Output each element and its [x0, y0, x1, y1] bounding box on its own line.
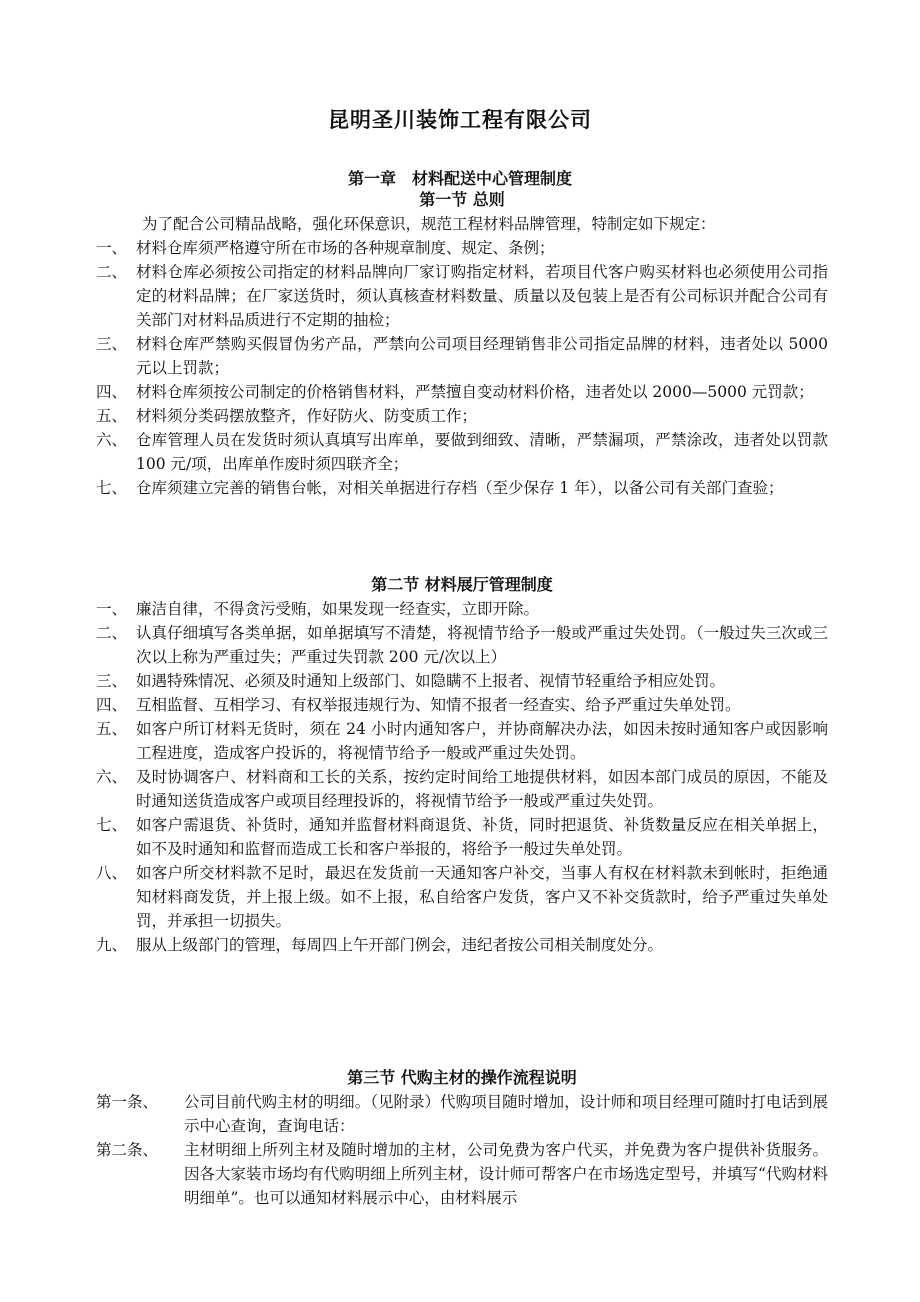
item-number: 四、 — [96, 383, 128, 401]
item-text: 材料仓库必须按公司指定的材料品牌向厂家订购指定材料，若项目代客户购买材料也必须使用公司指定的材料品牌；在厂家送货时，须认真核查材料数量、质量以及包装上是否有公司标识并配合公司有关部门对材料品质进行不定期的抽检； — [136, 263, 828, 329]
item-number: 五、 — [96, 407, 128, 425]
item-number: 六、 — [96, 768, 128, 786]
article-number: 第二条、 — [96, 1141, 159, 1159]
article-text: 公司目前代购主材的明细。（见附录）代购项目随时增加，设计师和项目经理可随时打电话到展示中心查询，查询电话： — [184, 1093, 828, 1135]
item-text: 服从上级部门的管理，每周四上午开部门例会，违纪者按公司相关制度处分。 — [136, 936, 664, 954]
item-number: 二、 — [96, 263, 128, 281]
article-item — [96, 1090, 828, 1138]
list-item — [96, 476, 828, 500]
item-number: 七、 — [96, 816, 128, 834]
item-number: 五、 — [96, 720, 128, 738]
item-text: 材料须分类码摆放整齐，作好防火、防变质工作； — [136, 407, 478, 425]
list-item — [96, 428, 828, 476]
list-item — [96, 813, 828, 861]
list-item — [96, 933, 828, 957]
item-number: 七、 — [96, 479, 128, 497]
item-text: 及时协调客户、材料商和工长的关系，按约定时间给工地提供材料，如因本部门成员的原因，不能及时通知送货造成客户或项目经理投诉的，将视情节给予一般或严重过失处罚。 — [136, 768, 828, 810]
item-text: 仓库管理人员在发货时须认真填写出库单，要做到细致、清晰，严禁漏项，严禁涂改，违者处以罚款 100 元/项，出库单作废时须四联齐全； — [136, 431, 828, 473]
item-text: 如客户所交材料款不足时，最迟在发货前一天通知客户补交，当事人有权在材料款未到帐时，拒绝通知材料商发货，并上报上级。如不上报，私自给客户发货，客户又不补交货款时，给予严重过失单处罚，并承担一切损失。 — [136, 864, 828, 930]
item-number: 六、 — [96, 431, 128, 449]
list-item — [96, 380, 828, 404]
article-number: 第一条、 — [96, 1093, 159, 1111]
list-item — [96, 765, 828, 813]
section-showroom — [96, 573, 828, 957]
item-text: 如客户所订材料无货时，须在 24 小时内通知客户，并协商解决办法，如因未按时通知客户或因影响工程进度，造成客户投诉的，将视情节给予一般或严重过失处罚。 — [136, 720, 828, 762]
item-text: 材料仓库严禁购买假冒伪劣产品，严禁向公司项目经理销售非公司指定品牌的材料，违者处以 5000 元以上罚款； — [136, 335, 828, 377]
company-title: 昆明圣川装饰工程有限公司 — [328, 108, 592, 132]
item-number: 三、 — [96, 672, 128, 690]
section-general — [96, 188, 828, 500]
item-number: 一、 — [96, 239, 128, 257]
item-text: 互相监督、互相学习、有权举报违规行为、知情不报者一经查实、给予严重过失单处罚。 — [136, 696, 741, 714]
item-number: 三、 — [96, 335, 128, 353]
item-text: 材料仓库须按公司制定的价格销售材料，严禁擅自变动材料价格，违者处以 2000—5000 元罚款； — [136, 383, 814, 401]
list-item — [96, 332, 828, 380]
item-text: 认真仔细填写各类单据，如单据填写不清楚，将视情节给予一般或严重过失处罚。（一般过失三次或三次以上称为严重过失；严重过失罚款 200 元/次以上） — [136, 624, 828, 666]
list-item — [96, 693, 828, 717]
item-number: 二、 — [96, 624, 128, 642]
item-number: 八、 — [96, 864, 128, 882]
list-item — [96, 621, 828, 669]
chapter-title: 第一章 材料配送中心管理制度 — [347, 169, 572, 188]
list-item — [96, 717, 828, 765]
item-number: 四、 — [96, 696, 128, 714]
article-text: 主材明细上所列主材及随时增加的主材，公司免费为客户代买，并免费为客户提供补货服务。因各大家装市场均有代购明细上所列主材，设计师可帮客户在市场选定型号，并填写“代购材料明细单”。也可以通知材料展示中心，由材料展示 — [184, 1141, 828, 1207]
item-text: 如遇特殊情况、必须及时通知上级部门、如隐瞒不上报者、视情节轻重给予相应处罚。 — [136, 672, 726, 690]
section-title: 第二节 材料展厅管理制度 — [371, 575, 553, 594]
list-item — [96, 597, 828, 621]
section-title: 第三节 代购主材的操作流程说明 — [347, 1068, 577, 1087]
list-item — [96, 861, 828, 933]
list-item — [96, 236, 828, 260]
item-text: 仓库须建立完善的销售台帐，对相关单据进行存档（至少保存 1 年），以备公司有关部门查验； — [136, 479, 784, 497]
item-text: 材料仓库须严格遵守所在市场的各种规章制度、规定、条例； — [136, 239, 555, 257]
list-item — [96, 260, 828, 332]
item-number: 一、 — [96, 600, 128, 618]
article-item — [96, 1138, 828, 1210]
item-text: 廉洁自律，不得贪污受贿，如果发现一经查实，立即开除。 — [136, 600, 540, 618]
list-item — [96, 404, 828, 428]
intro-paragraph: 为了配合公司精品战略，强化环保意识，规范工程材料品牌管理，特制定如下规定： — [142, 215, 716, 233]
item-text: 如客户需退货、补货时，通知并监督材料商退货、补货，同时把退货、补货数量反应在相关单据上，如不及时通知和监督而造成工长和客户举报的，将给予一般过失单处罚。 — [136, 816, 828, 858]
list-item — [96, 669, 828, 693]
section-title: 第一节 总则 — [419, 190, 505, 209]
section-procurement — [96, 1066, 828, 1210]
item-number: 九、 — [96, 936, 128, 954]
